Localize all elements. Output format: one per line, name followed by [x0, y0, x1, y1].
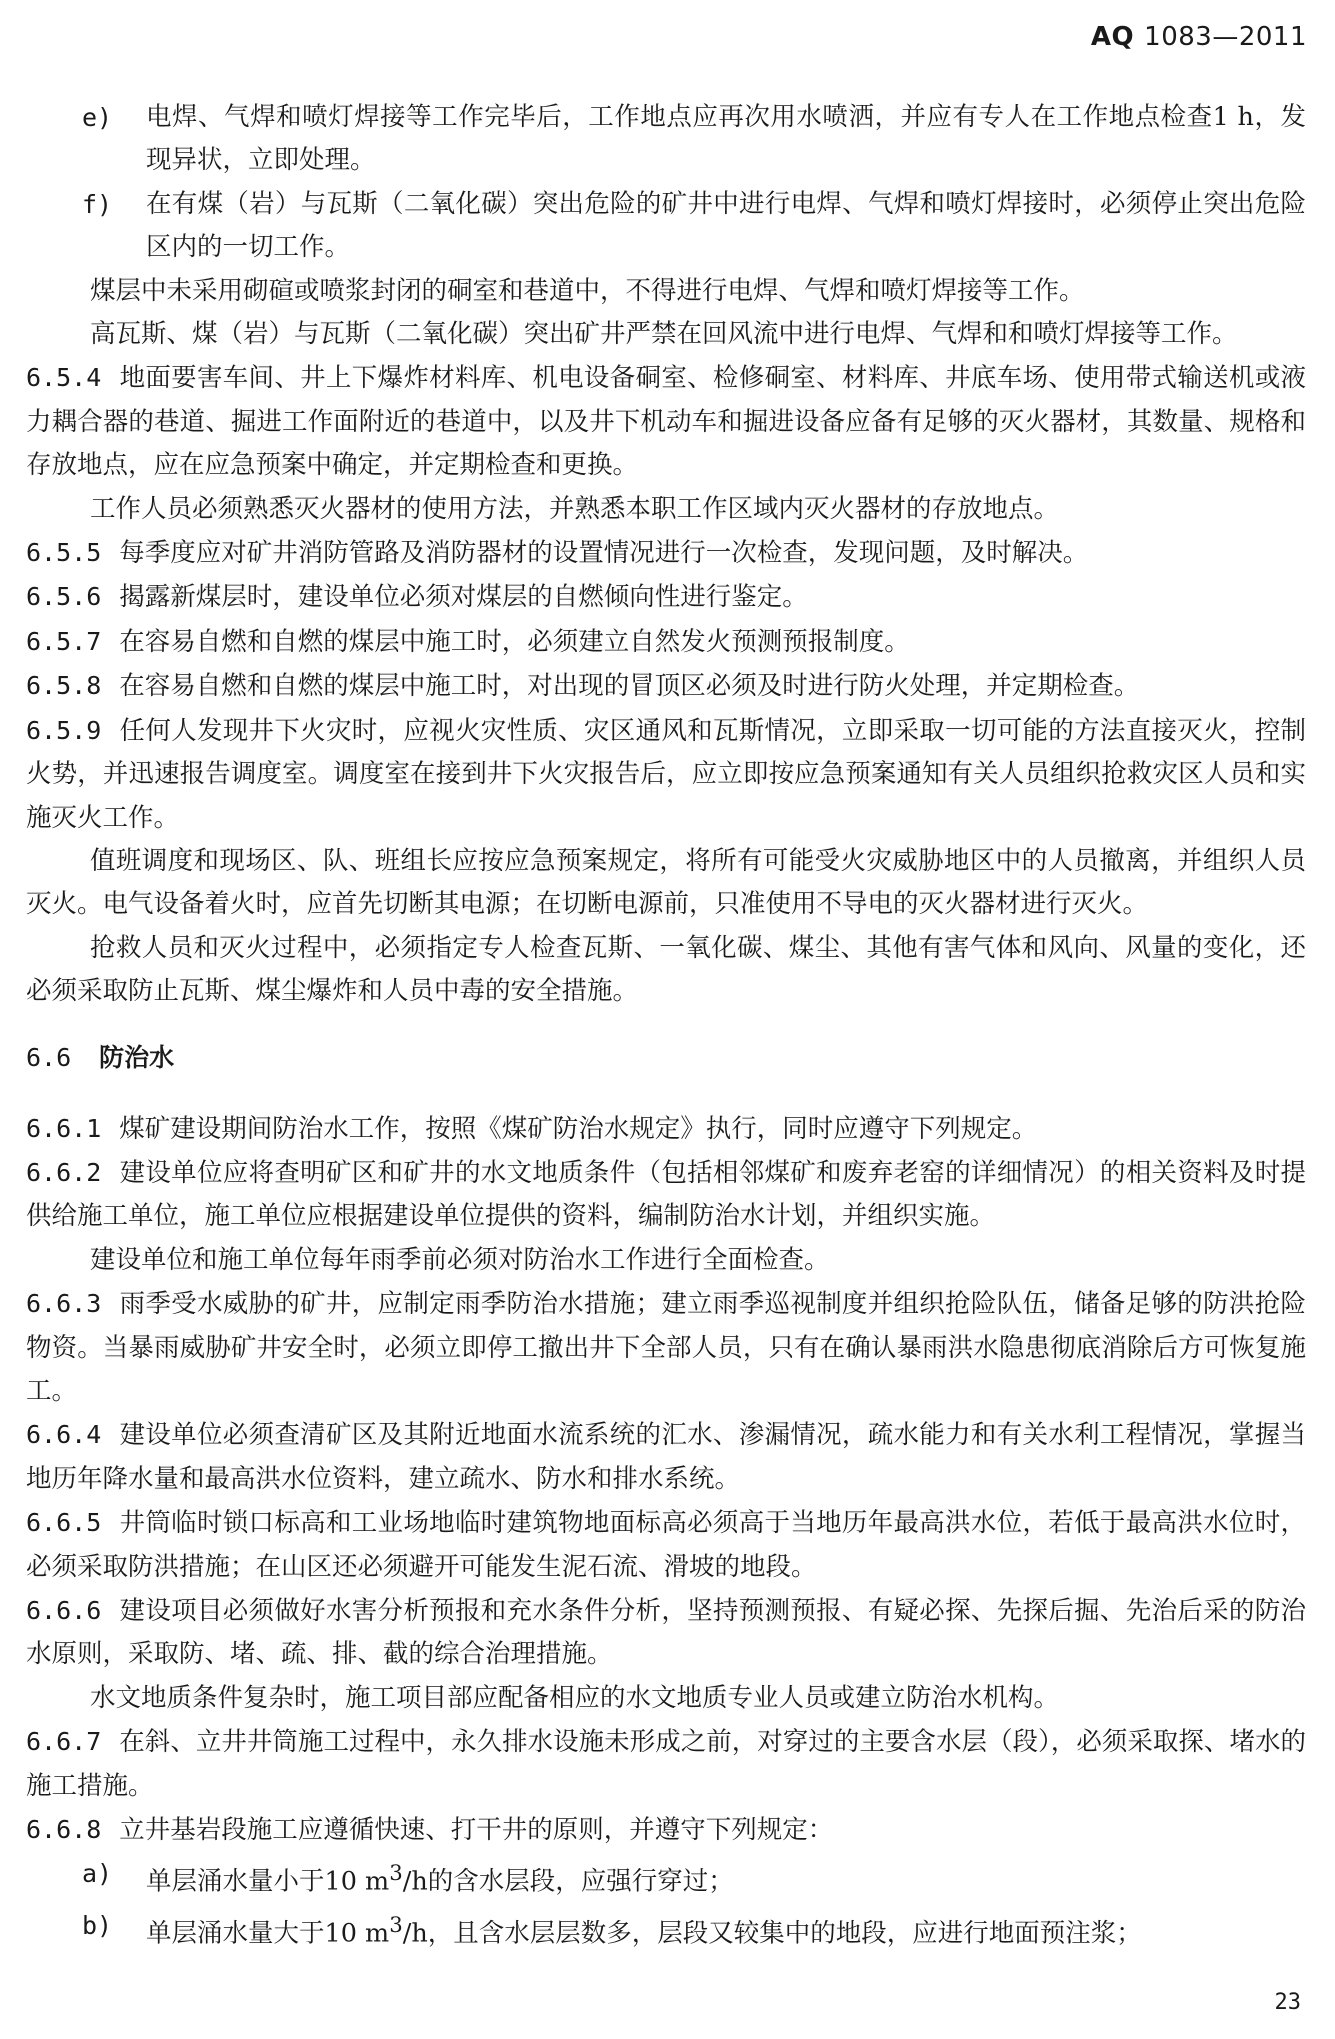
clause-text: 立井基岩段施工应遵循快速、打干井的原则，并遵守下列规定： — [119, 1815, 834, 1846]
clause-text: 建设项目必须做好水害分析预报和充水条件分析，坚持预测预报、有疑必探、先探后掘、先治后采的防治水原则，采取防、堵、疏、排、截的综合治理措施。 — [26, 1596, 1306, 1670]
clause-6-5-5 — [26, 531, 1306, 575]
paragraph: 煤层中未采用砌碹或喷浆封闭的硐室和巷道中，不得进行电焊、气焊和喷灯焊接等工作。 — [90, 275, 1085, 306]
clause-text: 地面要害车间、井上下爆炸材料库、机电设备硐室、检修硐室、材料库、井底车场、使用带式输送机或液力耦合器的巷道、掘进工作面附近的巷道中，以及井下机动车和掘进设备应备有足够的灭火器材，其数量、规格和存放地点，应在应急预案中确定，并定期检查和更换。 — [26, 363, 1306, 481]
list-item — [26, 183, 1306, 270]
clause-number: 6.5.6 — [26, 582, 102, 612]
list-label: a) — [82, 1859, 113, 1889]
section-title: 防治水 — [99, 1042, 175, 1072]
paragraph: 建设单位和施工单位每年雨季前必须对防治水工作进行全面检查。 — [90, 1244, 830, 1275]
clause-6-6-2 — [26, 1151, 1306, 1239]
clause-6-6-3 — [26, 1282, 1306, 1413]
superscript: 3 — [389, 1861, 403, 1887]
clause-number: 6.5.4 — [26, 363, 102, 393]
clause-number: 6.5.8 — [26, 671, 102, 701]
standard-prefix: AQ — [1090, 22, 1135, 52]
clause-number: 6.6.8 — [26, 1815, 102, 1845]
list-item — [26, 1852, 1306, 1904]
clause-number: 6.5.5 — [26, 538, 102, 568]
list-text: 在有煤（岩）与瓦斯（二氧化碳）突出危险的矿井中进行电焊、气焊和喷灯焊接时，必须停止突出危险区内的一切工作。 — [146, 188, 1306, 263]
clause-6-5-4 — [26, 356, 1306, 487]
clause-number: 6.6.7 — [26, 1727, 102, 1757]
clause-number: 6.6.5 — [26, 1508, 102, 1538]
list-text: 电焊、气焊和喷灯焊接等工作完毕后，工作地点应再次用水喷洒，并应有专人在工作地点检查1 h，发现异状，立即处理。 — [146, 102, 1306, 176]
clause-6-6-1 — [26, 1107, 1306, 1151]
superscript: 3 — [389, 1913, 403, 1939]
section-heading — [26, 1036, 1306, 1079]
clause-6-5-7 — [26, 620, 1306, 664]
clause-text: 井筒临时锁口标高和工业场地临时建筑物地面标高必须高于当地历年最高洪水位，若低于最高洪水位时，必须采取防洪措施；在山区还必须避开可能发生泥石流、滑坡的地段。 — [26, 1508, 1306, 1582]
clause-text: 在斜、立井井筒施工过程中，永久排水设施未形成之前，对穿过的主要含水层（段），必须采取探、堵水的施工措施。 — [26, 1727, 1306, 1801]
clause-6-6-5 — [26, 1501, 1306, 1589]
clause-text: 煤矿建设期间防治水工作，按照《煤矿防治水规定》执行，同时应遵守下列规定。 — [119, 1113, 1038, 1144]
clause-number: 6.5.9 — [26, 715, 102, 745]
clause-6-6-4 — [26, 1413, 1306, 1501]
clause-number: 6.6.2 — [26, 1157, 102, 1187]
list-label: e) — [82, 103, 113, 132]
clause-6-6-6 — [26, 1589, 1306, 1677]
clause-6-6-8 — [26, 1808, 1306, 1852]
list-label: f) — [82, 189, 113, 219]
clause-number: 6.6.1 — [26, 1113, 102, 1143]
clause-text: 雨季受水威胁的矿井，应制定雨季防治水措施；建立雨季巡视制度并组织抢险队伍，储备足够的防洪抢险物资。当暴雨威胁矿井安全时，必须立即停工撤出井下全部人员，只有在确认暴雨洪水隐患彻底消除后方可恢复施工。 — [26, 1289, 1306, 1406]
list-item — [26, 1904, 1306, 1956]
clause-number: 6.6.3 — [26, 1289, 102, 1319]
clause-number: 6.5.7 — [26, 626, 102, 656]
paragraph: 抢救人员和灭火过程中，必须指定专人检查瓦斯、一氧化碳、煤尘、其他有害气体和风向、风量的变化，还必须采取防止瓦斯、煤尘爆炸和人员中毒的安全措施。 — [26, 932, 1306, 1007]
clause-text: 建设单位应将查明矿区和矿井的水文地质条件（包括相邻煤矿和废弃老窑的详细情况）的相关资料及时提供给施工单位，施工单位应根据建设单位提供的资料，编制防治水计划，并组织实施。 — [26, 1157, 1306, 1232]
section-number: 6.6 — [26, 1042, 72, 1072]
page-number: 23 — [1274, 1990, 1301, 2015]
clause-6-5-8 — [26, 664, 1306, 708]
clause-6-6-7 — [26, 1720, 1306, 1808]
list-text: 单层涌水量小于10 m — [146, 1866, 390, 1897]
clause-6-5-9 — [26, 709, 1306, 840]
paragraph: 值班调度和现场区、队、班组长应按应急预案规定，将所有可能受火灾威胁地区中的人员撤离，并组织人员灭火。电气设备着火时，应首先切断其电源；在切断电源前，只准使用不导电的灭火器材进行灭火。 — [26, 845, 1306, 920]
clause-text: 任何人发现井下火灾时，应视火灾性质、灾区通风和瓦斯情况，立即采取一切可能的方法直接灭火，控制火势，并迅速报告调度室。调度室在接到井下火灾报告后，应立即按应急预案通知有关人员组织抢救灾区人员和实施灭火工作。 — [26, 715, 1306, 833]
list-text: /h，且含水层层数多，层段又较集中的地段，应进行地面预注浆； — [402, 1918, 1142, 1949]
clause-text: 揭露新煤层时，建设单位必须对煤层的自燃倾向性进行鉴定。 — [119, 582, 808, 613]
clause-text: 每季度应对矿井消防管路及消防器材的设置情况进行一次检查，发现问题，及时解决。 — [119, 538, 1089, 569]
paragraph: 高瓦斯、煤（岩）与瓦斯（二氧化碳）突出矿井严禁在回风流中进行电焊、气焊和和喷灯焊接等工作。 — [90, 319, 1238, 350]
clause-6-5-6 — [26, 575, 1306, 619]
standard-number: 1083—2011 — [1144, 22, 1307, 52]
clause-number: 6.6.6 — [26, 1596, 102, 1625]
clause-text: 在容易自燃和自燃的煤层中施工时，必须建立自然发火预测预报制度。 — [119, 626, 910, 657]
list-label: b) — [82, 1911, 113, 1941]
clause-text: 在容易自燃和自燃的煤层中施工时，对出现的冒顶区必须及时进行防火处理，并定期检查。 — [119, 671, 1140, 702]
list-item — [26, 96, 1306, 183]
clause-text: 建设单位必须查清矿区及其附近地面水流系统的汇水、渗漏情况，疏水能力和有关水利工程情况，掌握当地历年降水量和最高洪水位资料，建立疏水、防水和排水系统。 — [26, 1420, 1306, 1494]
document-body — [26, 96, 1306, 1956]
list-text: /h的含水层段，应强行穿过； — [402, 1866, 734, 1897]
clause-number: 6.6.4 — [26, 1420, 102, 1450]
list-text: 单层涌水量大于10 m — [146, 1918, 390, 1949]
paragraph: 水文地质条件复杂时，施工项目部应配备相应的水文地质专业人员或建立防治水机构。 — [90, 1682, 1060, 1713]
paragraph: 工作人员必须熟悉灭火器材的使用方法，并熟悉本职工作区域内灭火器材的存放地点。 — [90, 493, 1060, 524]
page-header — [1091, 22, 1307, 52]
